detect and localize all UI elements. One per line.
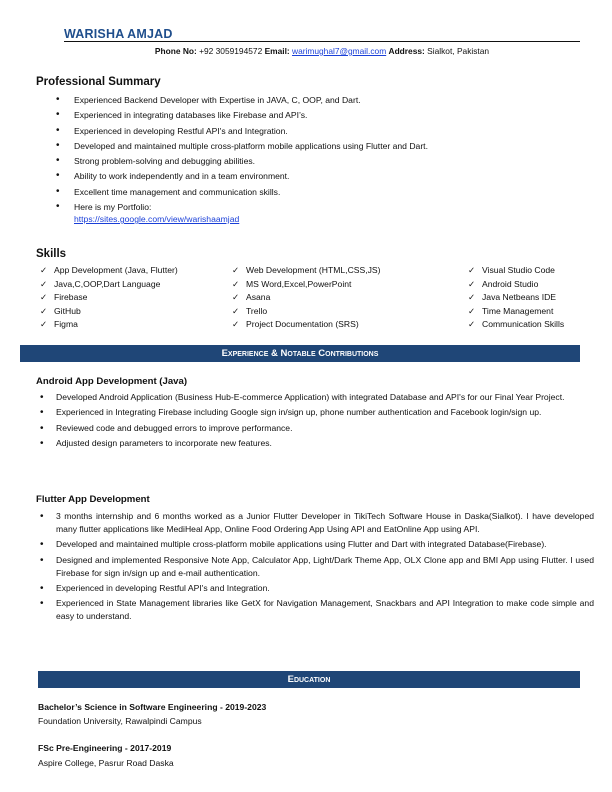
skill-item (468, 265, 555, 276)
summary-list (56, 94, 576, 225)
list-item: • Adjusted design parameters to incorporate new features. (40, 437, 594, 450)
experience-section-bar: Experience & Notable Contributions (20, 345, 580, 362)
list-item: • Experienced Backend Developer with Expertise in JAVA, C, OOP, and Dart. (56, 94, 576, 109)
checkmark-icon: ✓ (40, 265, 48, 275)
job-title: Android App Development (Java) (36, 376, 188, 387)
list-item: • Designed and implemented Responsive Note App, Calculator App, Light/Dark Theme App, OLX Clone app and BMI App using Flutter. I used Firebase for sign in/sign up and e-mail authentication. (40, 554, 594, 580)
header-divider (64, 41, 580, 42)
checkmark-icon: ✓ (232, 265, 240, 275)
skill-label: Java Netbeans IDE (482, 292, 557, 302)
skill-item (468, 279, 538, 290)
list-item: • Developed Android Application (Business Hub-E-commerce Application) with integrated Database and API's for our Final Year Project. (40, 391, 594, 404)
checkmark-icon: ✓ (40, 319, 48, 329)
checkmark-icon: ✓ (232, 278, 240, 289)
list-item: • Strong problem-solving and debugging abilities. (56, 155, 576, 170)
summary-heading: Professional Summary (36, 76, 161, 88)
skill-item (40, 279, 160, 290)
skill-item (468, 292, 556, 303)
skill-item (232, 306, 267, 317)
skill-label: Figma (54, 319, 78, 329)
skill-label: MS Word,Excel,PowerPoint (246, 278, 352, 289)
email-link[interactable]: warimughal7@gmail.com (292, 46, 387, 56)
address-label: Address: (388, 46, 425, 56)
skill-label: Trello (246, 305, 268, 316)
degree: Bachelor’s Science in Software Engineering - 2019-2023 (38, 702, 267, 712)
education-item (38, 702, 266, 730)
list-item: • Experienced in developing Restful API's and Integration. (56, 125, 576, 140)
phone-label: Phone No: (154, 46, 197, 56)
skill-item (232, 292, 270, 303)
skill-label: Firebase (54, 292, 88, 302)
skill-item (468, 306, 553, 317)
list-item: • Reviewed code and debugged errors to improve performance. (40, 422, 594, 435)
checkmark-icon: ✓ (40, 278, 48, 289)
list-item: • Excellent time management and communication skills. (56, 186, 576, 201)
checkmark-icon: ✓ (40, 305, 48, 316)
list-item: • Experienced in integrating databases like Firebase and API’s. (56, 109, 576, 124)
skill-label: Time Management (482, 305, 554, 316)
degree: FSc Pre-Engineering - 2017-2019 (38, 743, 172, 753)
skill-label: Project Documentation (SRS) (246, 319, 359, 329)
skill-item (232, 265, 381, 276)
checkmark-icon: ✓ (468, 292, 476, 302)
email-label: Email: (264, 46, 290, 56)
skills-heading: Skills (36, 248, 67, 260)
contact-line (64, 46, 580, 56)
skill-item (40, 306, 81, 317)
checkmark-icon: ✓ (468, 265, 476, 275)
skill-label: GitHub (54, 305, 81, 316)
school: Aspire College, Pasrur Road Daska (38, 758, 174, 768)
phone: +92 3059194572 (199, 46, 263, 56)
checkmark-icon: ✓ (40, 292, 48, 302)
skill-item (40, 265, 178, 276)
school: Foundation University, Rawalpindi Campus (38, 716, 202, 726)
portfolio-label: Here is my Portfolio: (74, 202, 152, 213)
checkmark-icon: ✓ (232, 305, 240, 316)
list-item: • Ability to work independently and in a team environment. (56, 170, 576, 185)
checkmark-icon: ✓ (468, 319, 476, 329)
skill-label: Asana (246, 292, 271, 302)
list-item: • Developed and maintained multiple cross-platform mobile applications using Flutter and Dart. (56, 140, 576, 155)
education-section-bar: Education (38, 671, 580, 688)
skill-item (468, 319, 564, 330)
job-bullets (40, 510, 594, 625)
checkmark-icon: ✓ (232, 319, 240, 329)
address: Sialkot, Pakistan (427, 46, 490, 56)
list-item: • Experienced in State Management libraries like GetX for Navigation Management, Snackbars and API Integration to make code simple and easy to understand. (40, 597, 594, 623)
checkmark-icon: ✓ (232, 292, 240, 302)
list-item: • 3 months internship and 6 months worked as a Junior Flutter Developer in TikiTech Software House in Daska(Sialkot). I have developed many flutter applications like MediHeal App, Online Food Ordering App Using API and EatOnline App using API. (40, 510, 594, 536)
list-item: • Experienced in developing Restful API's and Integration. (40, 582, 594, 595)
job-title: Flutter App Development (36, 494, 150, 505)
candidate-name: WARISHA AMJAD (64, 27, 173, 41)
skill-label: App Development (Java, Flutter) (54, 265, 178, 275)
skill-label: Android Studio (482, 278, 539, 289)
list-item: • Developed and maintained multiple cross-platform mobile applications using Flutter and Dart with integrated Database(Firebase). (40, 538, 594, 551)
skill-label: Communication Skills (482, 319, 565, 329)
skill-item (40, 319, 78, 330)
skill-label: Java,C,OOP,Dart Language (54, 278, 161, 289)
education-item (38, 743, 174, 773)
skill-item (232, 319, 359, 330)
skill-label: Visual Studio Code (482, 265, 555, 275)
skill-label: Web Development (HTML,CSS,JS) (246, 265, 381, 275)
checkmark-icon: ✓ (468, 278, 476, 289)
skill-item (232, 279, 351, 290)
list-item: • Experienced in Integrating Firebase including Google sign in/sign up, phone number authentication and Facebook login/sign up. (40, 406, 594, 419)
portfolio-link[interactable]: https://sites.google.com/view/warishaamjad (74, 214, 240, 225)
list-item (56, 201, 576, 225)
skill-item (40, 292, 87, 303)
checkmark-icon: ✓ (468, 305, 476, 316)
job-bullets (40, 391, 594, 452)
